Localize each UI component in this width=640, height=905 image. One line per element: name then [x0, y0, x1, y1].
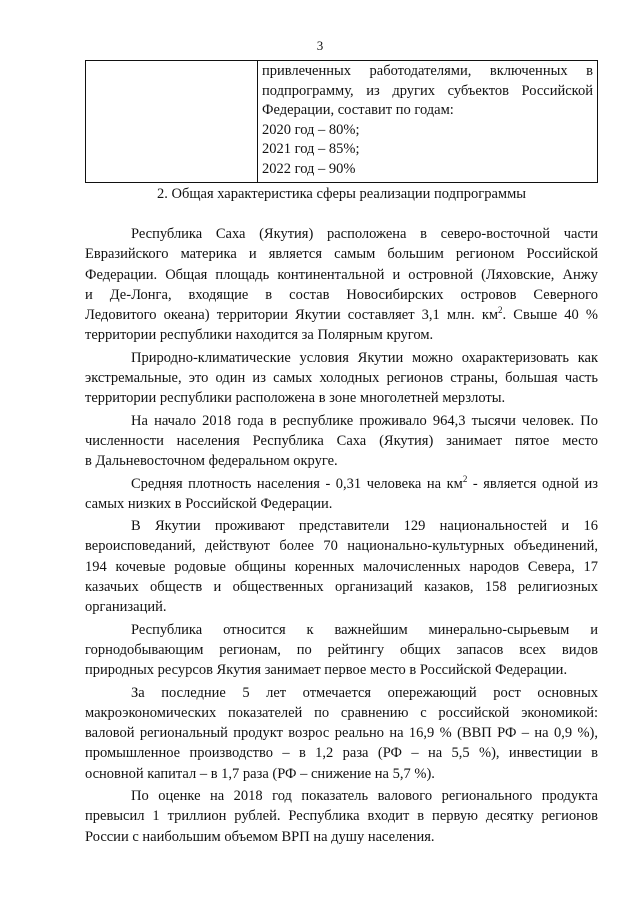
page-number: 3 [316, 38, 324, 53]
superscript: 2 [462, 473, 468, 484]
text-line: экстремальные, это один из самых холодных регионов страны, большая часть [85, 370, 598, 387]
text-line: вероисповеданий, действуют более 70 национально-культурных объединений, [85, 538, 598, 555]
table-row [86, 61, 598, 183]
text-line: России с наибольшим объемом ВРП на душу населения. [85, 828, 435, 845]
paragraph [85, 474, 598, 515]
text-line: самых низких в Российской Федерации. [85, 495, 333, 512]
text-segment: Средняя плотность населения - 0,31 человека на км [131, 475, 463, 492]
table-text-cell [258, 61, 598, 183]
text-line [85, 474, 598, 494]
table-line: подпрограмму, из других субъектов Российской [262, 82, 593, 99]
table-empty-cell [86, 61, 258, 183]
text-line: Федерации. Общая площадь континентальной и островной (Ляховские, Анжу [85, 266, 598, 283]
text-line: основной капитал – в 1,7 раза (РФ – снижение на 5,7 %). [85, 765, 435, 782]
text-segment: - является одной из [467, 475, 598, 492]
text-line [85, 305, 598, 325]
text-line: Республика Саха (Якутия) расположена в северо-восточной части [131, 226, 598, 242]
paragraph [85, 516, 598, 617]
text-line: По оценке на 2018 год показатель валового регионального продукта [131, 788, 598, 805]
continuation-table [85, 60, 598, 183]
text-line: в Дальневосточном федеральном округе. [85, 453, 338, 470]
table-line: 2022 год – 90% [262, 160, 356, 177]
text-line: Республика относится к важнейшим минерально-сырьевым и [131, 621, 598, 638]
text-line: казачьих обществ и общественных организаций казаков, 158 религиозных [85, 579, 598, 596]
text-line: валовой региональный продукт возрос реально на 16,9 % (ВВП РФ – на 0,9 %), [85, 725, 598, 742]
text-segment: . Свыше 40 % [502, 307, 598, 324]
text-line: 194 кочевые родовые общины коренных малочисленных народов Севера, 17 [85, 558, 598, 575]
paragraph [85, 348, 598, 409]
table-line: Федерации, составит по годам: [262, 102, 454, 119]
text-line: промышленное производство – в 1,2 раза (РФ – на 5,5 %), инвестиции в [85, 745, 598, 762]
paragraph [85, 786, 598, 847]
text-line: и Де-Лонга, входящие в состав Новосибирских островов Северного [85, 286, 598, 303]
table-line: 2020 год – 80%; [262, 121, 360, 138]
table-line: привлеченных работодателями, включенных в [262, 63, 593, 79]
superscript: 2 [498, 305, 503, 316]
text-segment: Ледовитого океана) территории Якутии составляет 3,1 млн. км [85, 307, 499, 324]
text-line: В Якутии проживают представители 129 национальностей и 16 [131, 518, 598, 535]
paragraph [85, 620, 598, 681]
text-line: территории республики находится за Полярным кругом. [85, 327, 434, 344]
paragraph [85, 411, 598, 472]
text-line: Природно-климатические условия Якутии можно охарактеризовать как [131, 349, 598, 366]
text-line: За последние 5 лет отмечается опережающий рост основных [131, 684, 598, 701]
text-line: численности населения Республика Саха (Якутия) занимает пятое место [85, 432, 598, 449]
paragraph [85, 683, 598, 784]
section-heading: 2. Общая характеристика сферы реализации подпрограммы [157, 186, 526, 202]
text-line: территории республики расположена в зоне многолетней мерзлоты. [85, 390, 506, 407]
text-line: горнодобывающим регионам, по рейтингу общих запасов всех видов [85, 641, 598, 658]
text-line: На начало 2018 года в республике проживало 964,3 тысячи человек. По [131, 412, 598, 429]
text-line: макроэкономических показателей по сравнению с российской экономикой: [85, 704, 598, 721]
text-line: организаций. [85, 599, 167, 616]
paragraph [85, 224, 598, 346]
text-line: превысил 1 триллион рублей. Республика входит в первую десятку регионов [85, 808, 598, 825]
table-line: 2021 год – 85%; [262, 141, 360, 158]
text-line: Евразийского материка и является самым большим регионом Российской [85, 246, 598, 263]
text-line: природных ресурсов Якутия занимает первое место в Российской Федерации. [85, 662, 568, 679]
body-text [85, 224, 598, 849]
